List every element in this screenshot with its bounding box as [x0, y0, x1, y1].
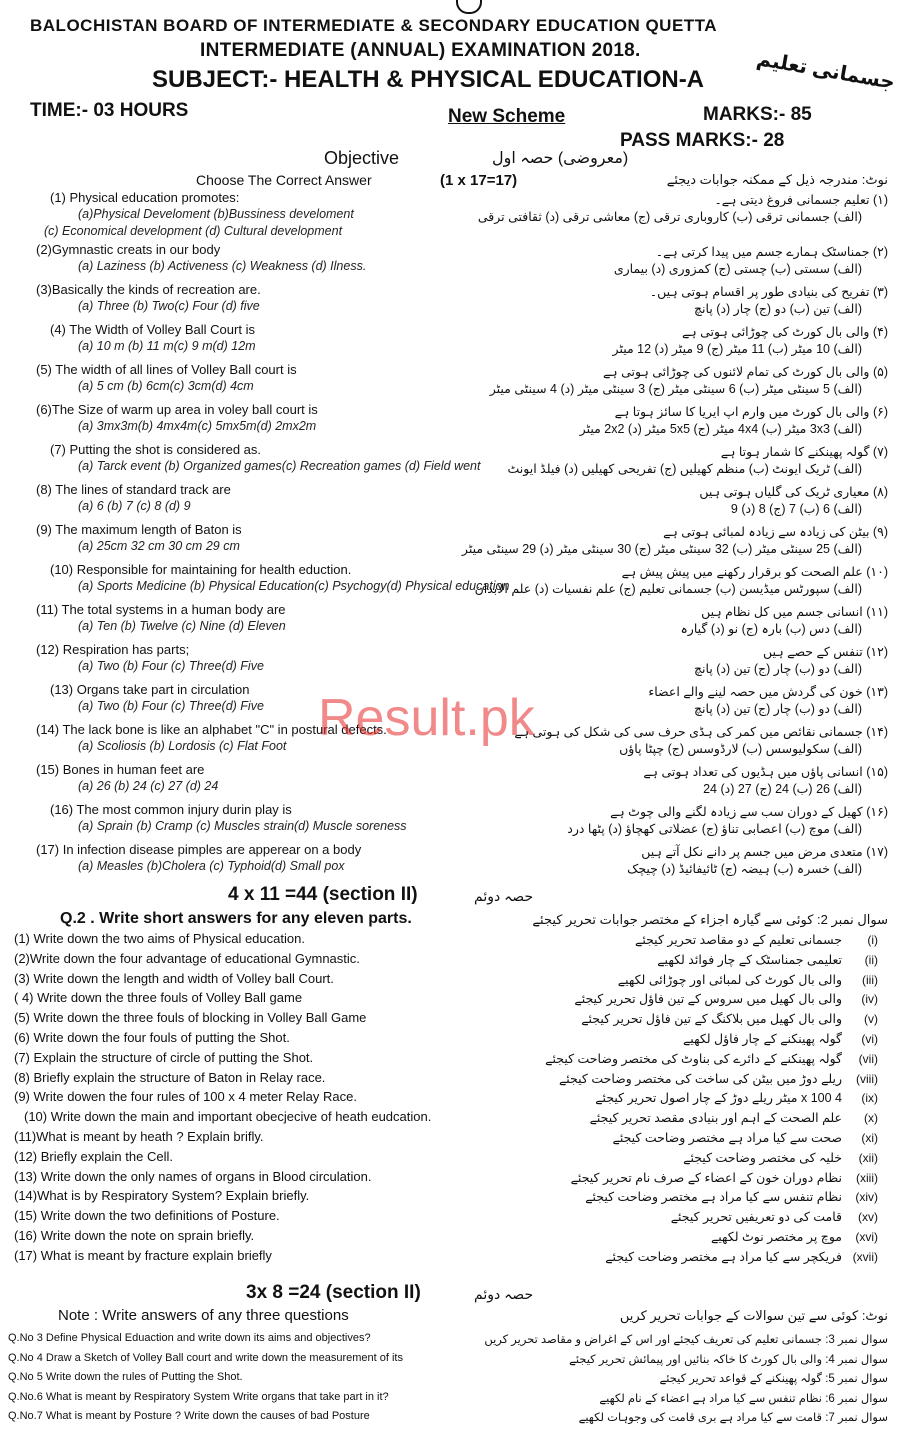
mcq-options: (a) Ten (b) Twelve (c) Nine (d) Eleven [78, 619, 286, 633]
mcq-question: (12) Respiration has parts; [36, 642, 190, 657]
long-question: Q.No.7 What is meant by Posture ? Write down the causes of bad Posture [8, 1410, 370, 1422]
mcq-question-urdu: (۸) معیاری ٹریک کی گلیاں ہوتی ہیں [699, 485, 888, 499]
objective-title-urdu: (معروضی) حصہ اول [492, 150, 629, 167]
short-question-urdu: 4 x 100 میٹر ریلے دوڑ کے چار اصول تحریر کیجئے [595, 1091, 842, 1106]
short-question: (10) Write down the main and important obecjecive of heath eudcation. [24, 1109, 432, 1125]
mcq-options: (a) Two (b) Four (c) Three(d) Five [78, 699, 264, 713]
long-question-urdu: سوال نمبر 7: قامت سے کیا مراد ہے بری قامت کی وجوہات لکھیے [578, 1412, 888, 1424]
short-question: (1) Write down the two aims of Physical education. [14, 931, 305, 946]
mcq-options-urdu: (الف) دو (ب) چار (ج) تین (د) پانچ [693, 702, 862, 716]
mcq-options: (a) 10 m (b) 11 m(c) 9 m(d) 12m [78, 339, 256, 353]
short-question: (3) Write down the length and width of Volley ball Court. [14, 970, 334, 986]
mcq-options: (a) Two (b) Four (c) Three(d) Five [78, 659, 264, 673]
mcq-options-urdu: (الف) 5 سینٹی میٹر (ب) 6 سینٹی میٹر (ج) 3 سینٹی میٹر (د) 4 سینٹی میٹر [489, 382, 862, 396]
mcq-question-urdu: (۱) تعلیم جسمانی فروغ دیتی ہے۔ [714, 193, 888, 207]
mcq-question: (15) Bones in human feet are [36, 762, 205, 777]
mcq-options: (a) 26 (b) 24 (c) 27 (d) 24 [78, 779, 219, 793]
long-question-urdu: سوال نمبر 4: والی بال کورٹ کا خاکہ بنائیں اور پیمائش تحریر کیجئے [569, 1353, 888, 1366]
subject-title: SUBJECT:- HEALTH & PHYSICAL EDUCATION-A [152, 66, 705, 93]
mcq-question: (2)Gymnastic creats in our body [36, 242, 221, 257]
header-ornament [456, 0, 482, 14]
long-question-urdu: سوال نمبر 6: نظام تنفس سے کیا مراد ہے اعضاء کے نام لکھیے [599, 1392, 888, 1405]
mcq-options-urdu: (الف) سکولیوسس (ب) لارڈوسس (ج) چپٹا پاؤں [619, 742, 862, 756]
mcq-question-urdu: (۴) والی بال کورٹ کی چوڑائی ہوتی ہے [682, 325, 888, 339]
mcq-options: (a) Laziness (b) Activeness (c) Weakness (d) Ilness. [78, 259, 367, 273]
short-question-urdu: ریلے دوڑ میں بیٹن کی ساخت کی مختصر وضاحت کیجئے [558, 1071, 842, 1086]
mcq-options: (c) Economical development (d) Cultural development [44, 224, 343, 238]
long-question-urdu: سوال نمبر 5: گولہ پھینکنے کے قواعد تحریر کیجئے [659, 1373, 888, 1385]
short-question-urdu: قامت کی دو تعریفیں تحریر کیجئے [670, 1210, 842, 1225]
mcq-question-urdu: (۶) والی بال کورٹ میں وارم اپ ایریا کا سائز ہوتا ہے [614, 405, 888, 419]
mcq-options-urdu: (الف) دس (ب) بارہ (ج) نو (د) گیارہ [680, 622, 862, 636]
short-question-number: (xvii) [852, 1249, 878, 1264]
short-question: (6) Write down the four fouls of putting the Shot. [14, 1030, 290, 1045]
mcq-options: (a) 5 cm (b) 6cm(c) 3cm(d) 4cm [78, 379, 254, 393]
short-question-urdu: والی بال کھیل میں سروس کے تین فاؤل تحریر کیجئے [574, 992, 842, 1007]
section-3-title: 3x 8 =24 (section II) [246, 1282, 421, 1303]
short-question: (9) Write dowen the four rules of 100 x 4 meter Relay Race. [14, 1089, 357, 1105]
mcq-options: (a)Physical Develoment (b)Bussiness develoment [78, 207, 354, 221]
scheme-label: New Scheme [448, 106, 566, 127]
mcq-options-urdu: (الف) موچ (ب) اعصابی تناؤ (ج) عضلاتی کھچاؤ (د) پٹھا درد [567, 822, 862, 836]
section-3-note-urdu: نوٹ: کوئی سے تین سوالات کے جوابات تحریر کریں [619, 1308, 888, 1323]
mcq-question: (13) Organs take part in circulation [50, 682, 250, 697]
section-2-title-urdu: حصہ دوئم [474, 888, 534, 904]
short-question-number: (xi) [861, 1131, 878, 1145]
short-question-urdu: والی بال کھیل میں بلاکنگ کے تین فاؤل تحریر کیجئے [581, 1012, 842, 1027]
mcq-question: (7) Putting the shot is considered as. [50, 442, 262, 457]
mcq-options: (a) Sports Medicine (b) Physical Education(c) Psychogy(d) Physical education [78, 579, 510, 593]
mcq-options-urdu: (الف) خسرہ (ب) ہیضہ (ج) ٹائیفائیڈ (د) چیچک [627, 862, 862, 876]
mcq-question-urdu: (۱۳) خون کی گردش میں حصہ لینے والے اعضاء [648, 685, 888, 699]
mcq-question-urdu: (۵) والی بال کورٹ کی تمام لائنوں کی چوڑائی ہوتی ہے [602, 365, 888, 379]
mcq-question: (1) Physical education promotes: [50, 190, 240, 205]
pass-marks: PASS MARKS:- 28 [620, 130, 785, 151]
mcq-options-urdu: (الف) ٹریک ایونٹ (ب) منظم کھیلیں (ج) تفریحی کھیلیں (د) فیلڈ ایونٹ [507, 462, 862, 476]
short-question-urdu: فریکچر سے کیا مراد ہے مختصر وضاحت کیجئے [605, 1249, 842, 1264]
mcq-options-urdu: (الف) دو (ب) چار (ج) تین (د) پانچ [693, 662, 862, 676]
subject-urdu: جسمانی تعلیم [755, 48, 897, 94]
total-marks: MARKS:- 85 [703, 104, 812, 125]
board-name: BALOCHISTAN BOARD OF INTERMEDIATE & SECONDARY EDUCATION QUETTA [30, 16, 718, 35]
short-question: (2)Write down the four advantage of educational Gymnastic. [14, 950, 360, 966]
watermark: Result.pk [318, 689, 535, 747]
short-question-urdu: جسمانی تعلیم کے دو مقاصد تحریر کیجئے [635, 933, 842, 947]
mcq-question: (4) The Width of Volley Ball Court is [50, 322, 255, 337]
short-question: (14)What is by Respiratory System? Explain briefly. [14, 1188, 310, 1204]
long-question-urdu: سوال نمبر 3: جسمانی تعلیم کی تعریف کیجئے اور اس کے اغراض و مقاصد تحریر کریں [484, 1334, 888, 1346]
short-question-number: (xiii) [856, 1170, 878, 1185]
mcq-question: (6)The Size of warm up area in voley ball court is [36, 402, 318, 417]
short-question-number: (xv) [858, 1210, 878, 1225]
objective-note-urdu: نوٹ: مندرجہ ذیل کے ممکنہ جوابات دیجئے [666, 172, 888, 187]
mcq-question: (10) Responsible for maintaining for health eduction. [50, 562, 352, 577]
short-question-urdu: والی بال کورٹ کی لمبائی اور چوڑائی لکھیے [617, 972, 842, 987]
mcq-question-urdu: (۱۰) علم الصحت کو برقرار رکھنے میں پیش پیش ہے [621, 565, 888, 579]
short-question: (7) Explain the structure of circle of putting the Shot. [14, 1049, 314, 1065]
mcq-question-urdu: (۱۱) انسانی جسم میں کل نظام ہیں [701, 605, 888, 619]
mcq-question-urdu: (۱۷) متعدی مرض میں جسم پر دانے نکل آتے ہیں [641, 845, 888, 859]
section-3-title-urdu: حصہ دوئم [474, 1286, 534, 1302]
mcq-question-urdu: (۱۴) جسمانی نقائص میں کمر کی ہڈی حرف سی کی شکل کی ہوتی ہے [514, 725, 888, 739]
mcq-options-urdu: (الف) 26 (ب) 24 (ج) 27 (د) 24 [703, 782, 862, 796]
short-question: (16) Write down the note on sprain briefly. [14, 1228, 255, 1243]
mcq-options: (a) Measles (b)Cholera (c) Typhoid(d) Small pox [78, 859, 345, 873]
short-question-urdu: خلیہ کی مختصر وضاحت کیجئے [683, 1150, 842, 1165]
mcq-question: (3)Basically the kinds of recreation are. [36, 282, 261, 297]
section-2-title: 4 x 11 =44 (section II) [228, 884, 418, 905]
short-question: (15) Write down the two definitions of Posture. [14, 1208, 280, 1224]
mcq-options: (a) Tarck event (b) Organized games(c) Recreation games (d) Field went [78, 459, 481, 473]
mcq-options-urdu: (الف) 6 (ب) 7 (ج) 8 (د) 9 [730, 502, 862, 516]
mcq-options-urdu: (الف) 3x3 میٹر (ب) 4x4 میٹر (ج) 5x5 میٹر (د) 2x2 میٹر [579, 422, 862, 436]
exam-title: INTERMEDIATE (ANNUAL) EXAMINATION 2018. [200, 40, 641, 61]
mcq-question: (17) In infection disease pimples are apperear on a body [36, 842, 362, 857]
short-question-urdu: صحت سے کیا مراد ہے مختصر وضاحت کیجئے [612, 1131, 842, 1145]
mcq-question-urdu: (۷) گولہ پھینکنے کا شمار ہوتا ہے [720, 445, 888, 459]
long-question: Q.No 3 Define Physical Eduaction and write down its aims and objectives? [8, 1332, 371, 1344]
time-allowed: TIME:- 03 HOURS [30, 100, 189, 121]
section-2-instruction-urdu: سوال نمبر 2: کوئی سے گیارہ اجزاء کے مختصر جوابات تحریر کیجئے [532, 912, 888, 927]
short-question-number: (v) [864, 1012, 878, 1027]
mcq-options: (a) 25cm 32 cm 30 cm 29 cm [78, 539, 240, 553]
short-question-urdu: موچ پر مختصر نوٹ لکھیے [710, 1230, 842, 1244]
mcq-options-urdu: (الف) سپورٹس میڈیسن (ب) جسمانی تعلیم (ج) علم نفسیات (د) علم الابدان [474, 582, 862, 596]
short-question: (8) Briefly explain the structure of Baton in Relay race. [14, 1069, 326, 1085]
short-question-number: (xvi) [855, 1230, 878, 1244]
objective-instruction: Choose The Correct Answer [196, 172, 372, 188]
short-question-number: (vii) [858, 1051, 878, 1066]
objective-marks: (1 x 17=17) [440, 172, 518, 189]
short-question-number: (vi) [861, 1032, 878, 1046]
mcq-options: (a) Sprain (b) Cramp (c) Muscles strain(d) Muscle soreness [78, 819, 407, 833]
short-question-number: (i) [867, 933, 878, 947]
short-question-urdu: علم الصحت کے اہم اور بنیادی مقصد تحریر کیجئے [589, 1111, 842, 1126]
short-question: ( 4) Write down the three fouls of Volley Ball game [14, 990, 303, 1006]
mcq-question-urdu: (۱۵) انسانی پاؤں میں ہڈیوں کی تعداد ہوتی ہے [643, 765, 888, 779]
objective-title: Objective [324, 148, 400, 168]
short-question-urdu: گولہ پھینکنے کے دائرے کی بناوٹ کی مختصر وضاحت کیجئے [545, 1051, 842, 1066]
short-question-urdu: نظام تنفس سے کیا مراد ہے مختصر وضاحت کیجئے [585, 1190, 842, 1205]
mcq-options-urdu: (الف) تین (ب) دو (ج) چار (د) پانچ [693, 302, 862, 316]
mcq-options-urdu: (الف) سستی (ب) چستی (ج) کمزوری (د) بیماری [613, 262, 862, 276]
mcq-question-urdu: (۳) تفریح کی بنیادی طور پر اقسام ہوتی ہیں۔ [649, 285, 888, 299]
mcq-question: (16) The most common injury durin play is [50, 802, 292, 817]
short-question: (11)What is meant by heath ? Explain brifly. [14, 1129, 264, 1144]
short-question-number: (xiv) [855, 1190, 878, 1205]
short-question: (13) Write down the only names of organs in Blood circulation. [14, 1168, 372, 1184]
short-question-number: (iv) [861, 992, 878, 1007]
mcq-question: (9) The maximum length of Baton is [36, 522, 242, 537]
short-question-number: (viii) [856, 1071, 878, 1086]
mcq-options-urdu: (الف) 25 سینٹی میٹر (ب) 32 سینٹی میٹر (ج) 30 سینٹی میٹر (د) 29 سینٹی میٹر [461, 542, 862, 556]
mcq-question: (8) The lines of standard track are [36, 482, 231, 497]
section-3-note: Note : Write answers of any three questions [58, 1307, 349, 1324]
mcq-question-urdu: (۲) جمناسٹک ہمارے جسم میں پیدا کرتی ہے۔ [655, 245, 888, 259]
short-question: (17) What is meant by fracture explain briefly [14, 1247, 272, 1263]
mcq-options: (a) Three (b) Two(c) Four (d) five [78, 299, 260, 313]
long-question: Q.No 5 Write down the rules of Putting the Shot. [8, 1371, 243, 1383]
short-question-number: (ii) [864, 952, 878, 967]
short-question-urdu: نظام دوران خون کے اعضاء کے صرف نام تحریر کیجئے [570, 1170, 842, 1185]
mcq-question-urdu: (۹) بیٹن کی زیادہ سے زیادہ لمبائی ہوتی ہے [663, 525, 888, 539]
short-question-number: (ix) [861, 1091, 878, 1106]
short-question-number: (x) [864, 1111, 878, 1126]
short-question-number: (xii) [858, 1150, 878, 1165]
section-2-instruction: Q.2 . Write short answers for any eleven parts. [60, 910, 412, 927]
short-question-urdu: گولہ پھینکنے کے چار فاؤل لکھیے [682, 1032, 842, 1046]
mcq-options-urdu: (الف) 10 میٹر (ب) 11 میٹر (ج) 9 میٹر (د) 12 میٹر [612, 342, 862, 356]
mcq-options: (a) 3mx3m(b) 4mx4m(c) 5mx5m(d) 2mx2m [78, 419, 317, 433]
mcq-options: (a) Scoliosis (b) Lordosis (c) Flat Foot [78, 739, 287, 753]
mcq-question: (11) The total systems in a human body are [36, 602, 286, 617]
long-question: Q.No 4 Draw a Sketch of Volley Ball court and write down the measurement of its [8, 1351, 403, 1364]
short-question: (5) Write down the three fouls of blocking in Volley Ball Game [14, 1010, 367, 1026]
short-question: (12) Briefly explain the Cell. [14, 1148, 173, 1164]
short-question-urdu: تعلیمی جمناسٹک کے چار فوائد لکھیے [657, 952, 842, 967]
long-question: Q.No.6 What is meant by Respiratory System Write organs that take part in it? [8, 1390, 389, 1403]
mcq-question: (14) The lack bone is like an alphabet "C" in postural defects. [36, 722, 387, 737]
mcq-question-urdu: (۱۲) تنفس کے حصے ہیں [763, 645, 888, 659]
mcq-question: (5) The width of all lines of Volley Ball court is [36, 362, 297, 377]
short-question-number: (iii) [862, 972, 878, 987]
mcq-options-urdu: (الف) جسمانی ترقی (ب) کاروباری ترقی (ج) معاشی ترقی (د) ثقافتی ترقی [477, 210, 862, 224]
mcq-question-urdu: (۱۶) کھیل کے دوران سب سے زیادہ لگنے والی چوٹ ہے [610, 805, 888, 819]
mcq-options: (a) 6 (b) 7 (c) 8 (d) 9 [78, 499, 191, 513]
